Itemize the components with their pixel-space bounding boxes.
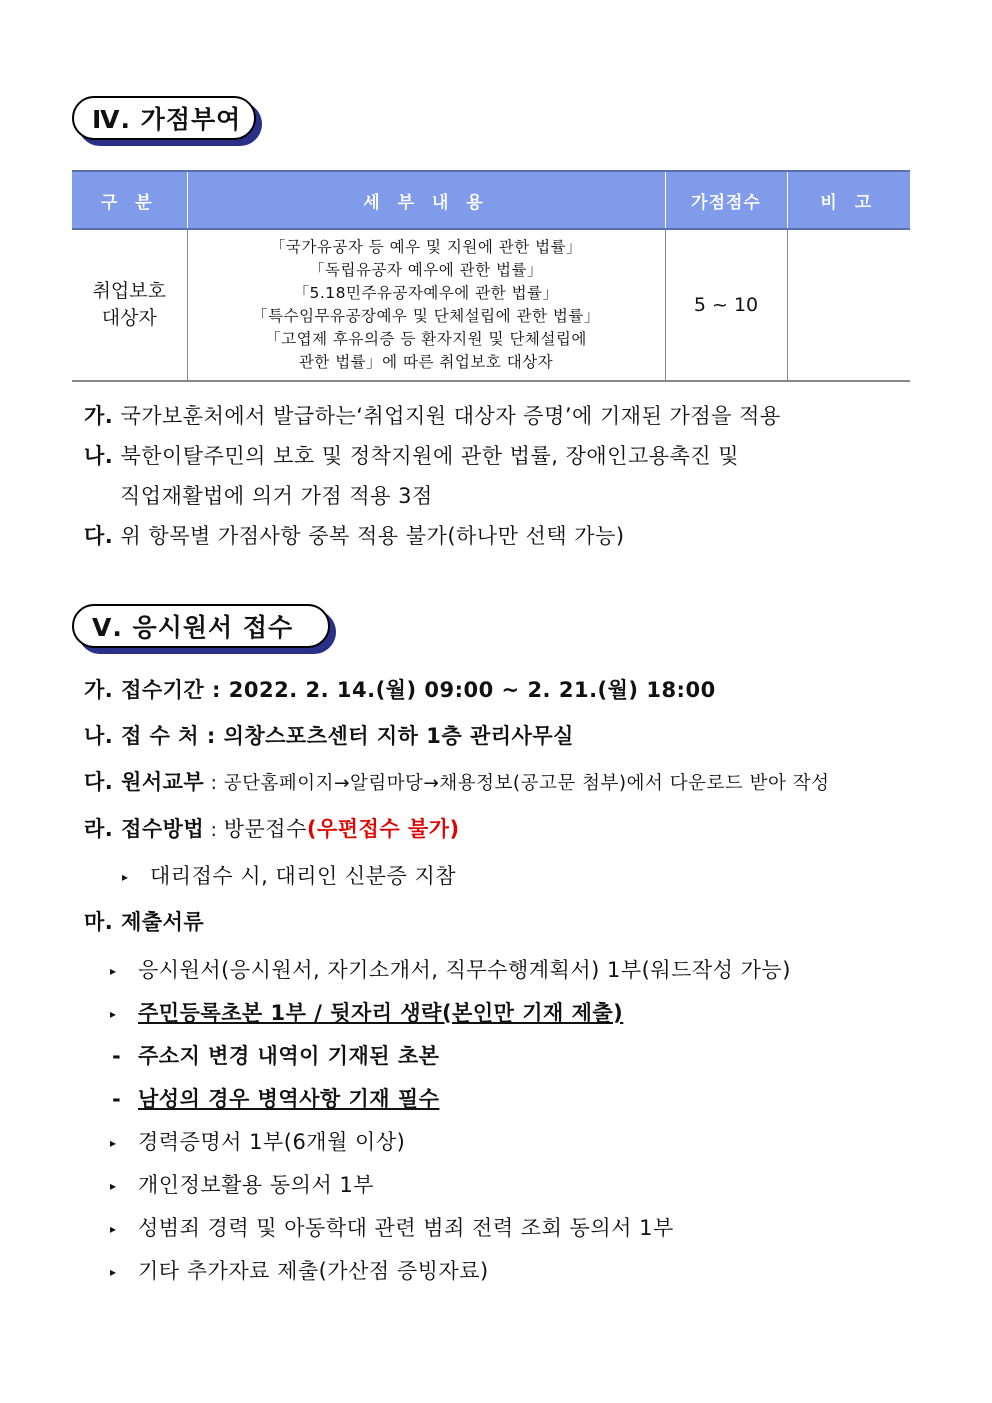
header-category: 구 분 bbox=[72, 171, 187, 229]
application-place bbox=[84, 720, 574, 750]
section4-item-na-cont bbox=[120, 480, 433, 510]
item-text: 국가보훈처에서 발급하는‘취업지원 대상자 증명’에 기재된 가점을 적용 bbox=[113, 404, 781, 428]
score-cell: 5 ~ 10 bbox=[665, 229, 787, 381]
form-sep: : bbox=[204, 773, 224, 794]
item-text: 위 항목별 가점사항 중복 적용 불가(하나만 선택 가능) bbox=[113, 524, 625, 548]
category-cell bbox=[72, 229, 187, 381]
form-label: 다. 원서교부 bbox=[84, 770, 205, 794]
section4-item-na bbox=[84, 440, 739, 470]
doc-text: 기타 추가자료 제출(가산점 증빙자료) bbox=[138, 1259, 489, 1283]
section4-item-da bbox=[84, 520, 625, 550]
method-red-note: (우편접수 불가) bbox=[306, 817, 460, 841]
dash-icon: - bbox=[112, 1087, 122, 1111]
header-score: 가점점수 bbox=[665, 171, 787, 229]
section4-item-ga bbox=[84, 400, 781, 430]
bullet-icon: ▸ bbox=[122, 870, 129, 884]
law-line: 관한 법률」에 따른 취업보호 대상자 bbox=[298, 353, 554, 371]
law-line: 「국가유공자 등 예우 및 지원에 관한 법률」 bbox=[269, 238, 583, 256]
category-line: 취업보호 bbox=[92, 280, 166, 302]
law-line: 「특수임무유공장예우 및 단체설립에 관한 법률」 bbox=[252, 307, 600, 325]
item-text: 직업재활법에 의거 가점 적용 3점 bbox=[120, 484, 433, 508]
law-line: 「독립유공자 예우에 관한 법률」 bbox=[309, 261, 543, 279]
section5-title: Ⅴ. 응시원서 접수 bbox=[72, 604, 330, 648]
application-period bbox=[84, 674, 716, 704]
doc-text: 개인정보활용 동의서 1부 bbox=[138, 1173, 375, 1197]
method-label: 라. 접수방법 bbox=[84, 817, 205, 841]
dash-icon: - bbox=[112, 1044, 122, 1068]
doc-item bbox=[110, 1126, 405, 1156]
application-form bbox=[84, 766, 829, 796]
docs-title: 마. 제출서류 bbox=[84, 910, 205, 934]
method-sep: : bbox=[204, 820, 224, 841]
header-note: 비 고 bbox=[787, 171, 910, 229]
law-line: 「고엽제 후유의증 등 환자지원 및 단체설립에 bbox=[265, 330, 587, 348]
form-value: 공단홈페이지→알림마당→채용정보(공고문 첨부)에서 다운로드 받아 작성 bbox=[223, 773, 830, 794]
doc-item bbox=[110, 997, 623, 1027]
bullet-icon: ▸ bbox=[110, 1222, 117, 1236]
method-note-text: 대리접수 시, 대리인 신분증 지참 bbox=[150, 864, 457, 888]
doc-item bbox=[110, 1212, 674, 1242]
section4-title: Ⅳ. 가점부여 bbox=[72, 96, 256, 140]
note-cell bbox=[787, 229, 910, 381]
doc-item bbox=[110, 954, 791, 984]
doc-item bbox=[110, 1169, 374, 1199]
details-cell bbox=[187, 229, 665, 381]
doc-item bbox=[110, 1255, 489, 1285]
doc-text: 경력증명서 1부(6개월 이상) bbox=[138, 1130, 406, 1154]
doc-text: 응시원서(응시원서, 자기소개서, 직무수행계획서) 1부(워드작성 가능) bbox=[138, 958, 791, 982]
doc-subitem bbox=[112, 1040, 439, 1070]
place-value: 의창스포츠센터 지하 1층 관리사무실 bbox=[215, 724, 574, 748]
doc-text: 남성의 경우 병역사항 기재 필수 bbox=[138, 1087, 440, 1111]
item-label: 나. bbox=[84, 444, 114, 468]
item-text: 북한이탈주민의 보호 및 정착지원에 관한 법률, 장애인고용촉진 및 bbox=[113, 444, 740, 468]
doc-text: 주민등록초본 1부 / 뒷자리 생략(본인만 기재 제출) bbox=[138, 1001, 624, 1025]
category-line: 대상자 bbox=[101, 307, 157, 329]
law-line: 「5.18민주유공자예우에 관한 법률」 bbox=[293, 284, 559, 302]
bullet-icon: ▸ bbox=[110, 1265, 117, 1279]
bullet-icon: ▸ bbox=[110, 1136, 117, 1150]
period-value: 2022. 2. 14.(월) 09:00 ~ 2. 21.(월) 18:00 bbox=[220, 678, 716, 702]
doc-subitem bbox=[112, 1083, 439, 1113]
method-note bbox=[122, 860, 456, 890]
table-row bbox=[72, 229, 910, 381]
bonus-points-table bbox=[72, 170, 910, 382]
bullet-icon: ▸ bbox=[110, 1179, 117, 1193]
bullet-icon: ▸ bbox=[110, 964, 117, 978]
table-header-row bbox=[72, 171, 910, 229]
item-label: 다. bbox=[84, 524, 114, 548]
method-value: 방문접수 bbox=[223, 817, 307, 841]
item-label: 가. bbox=[84, 404, 114, 428]
period-label: 가. 접수기간 : bbox=[84, 678, 221, 702]
bullet-icon: ▸ bbox=[110, 1007, 117, 1021]
header-details: 세 부 내 용 bbox=[187, 171, 665, 229]
application-method bbox=[84, 813, 460, 843]
doc-text: 주소지 변경 내역이 기재된 초본 bbox=[138, 1044, 440, 1068]
doc-text: 성범죄 경력 및 아동학대 관련 범죄 전력 조회 동의서 1부 bbox=[138, 1216, 674, 1240]
place-label: 나. 접 수 처 : bbox=[84, 724, 216, 748]
